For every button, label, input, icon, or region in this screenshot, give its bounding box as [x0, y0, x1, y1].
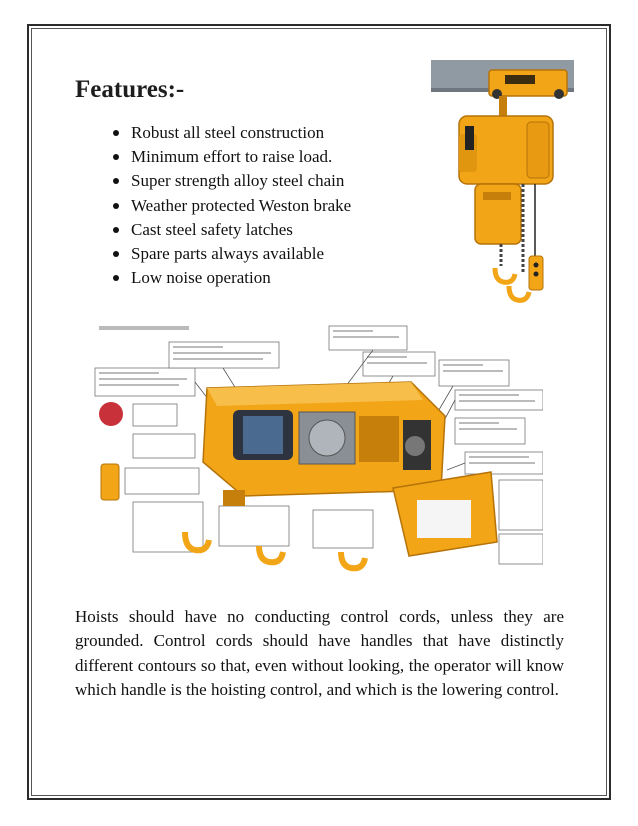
feature-item: Cast steel safety latches	[112, 218, 351, 242]
hoist-cutaway-icon	[93, 320, 543, 582]
feature-item: Minimum effort to raise load.	[112, 145, 351, 169]
feature-item: Robust all steel construction	[112, 121, 351, 145]
chain-hoist-icon	[431, 60, 574, 310]
feature-item: Spare parts always available	[112, 242, 351, 266]
body-paragraph: Hoists should have no conducting control cords, unless they are grounded. Control cords should have handles that have distinctly different contours so that, even without looking, the operator will know which handle is the hoisting control, and which is the lowering control.	[75, 607, 564, 699]
feature-item: Super strength alloy steel chain	[112, 169, 351, 193]
features-heading: Features:-	[75, 76, 185, 103]
feature-item: Low noise operation	[112, 266, 351, 290]
features-list	[112, 121, 351, 290]
feature-item: Weather protected Weston brake	[112, 194, 351, 218]
